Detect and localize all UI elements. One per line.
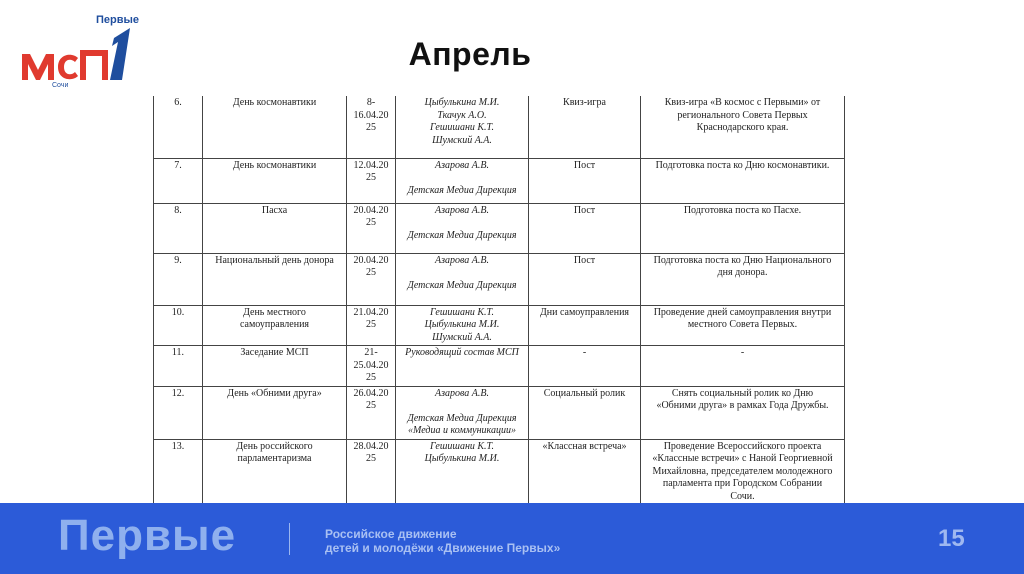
row-number — [154, 203, 203, 253]
event-name-line: День космонавтики — [232, 97, 317, 108]
event-description — [641, 96, 845, 158]
event-name-line: самоуправления — [239, 319, 310, 330]
responsible — [396, 253, 529, 305]
event-format — [529, 439, 641, 505]
responsible-line: Детская Медиа Дирекция — [407, 184, 517, 196]
event-name-line: День космонавтики — [232, 159, 317, 171]
event-description-line: Подготовка поста ко Дню космонавтики. — [655, 159, 830, 171]
responsible-line: Руководящий состав МСП — [405, 347, 519, 358]
event-format-line: Пост — [573, 159, 596, 171]
footer-subtitle — [325, 527, 560, 555]
responsible-line: Детская Медиа Дирекция — [407, 412, 517, 424]
event-name-line: День «Обними друга» — [227, 387, 322, 399]
event-description-line: Проведение дней самоуправления внутри — [653, 306, 832, 318]
event-date-line: 25 — [366, 172, 376, 183]
event-name-line: День местного — [243, 306, 306, 318]
footer-divider — [289, 523, 290, 555]
row-number-line: 7. — [174, 159, 182, 171]
event-date-line: 21- — [364, 347, 378, 358]
footer-subtitle-line-2: детей и молодёжи «Движение Первых» — [325, 541, 561, 555]
table-row — [154, 253, 845, 305]
responsible — [396, 439, 529, 505]
event-name — [203, 203, 347, 253]
table-row — [154, 305, 845, 346]
event-format-line: - — [582, 347, 587, 358]
event-description-line: Проведение Всероссийского проекта — [663, 440, 822, 452]
responsible-line: Азарова А.В. — [435, 159, 489, 171]
event-date-line: 25 — [366, 453, 376, 464]
event-description — [641, 439, 845, 505]
event-name — [203, 305, 347, 346]
row-number-line: 13. — [171, 440, 185, 452]
event-date-line: 12.04.20 — [353, 159, 389, 171]
event-description-line: «Обними друга» в рамках Года Дружбы. — [656, 400, 829, 411]
responsible — [396, 386, 529, 439]
responsible-line: Азарова А.В. — [435, 254, 489, 266]
responsible-line: Азарова А.В. — [435, 204, 489, 216]
event-date-line: 20.04.20 — [353, 204, 389, 216]
row-number — [154, 346, 203, 387]
event-description-line: дня донора. — [717, 267, 768, 278]
table-row — [154, 158, 845, 203]
event-description-line: местного Совета Первых. — [687, 319, 798, 330]
page-number: 15 — [938, 525, 965, 552]
event-format — [529, 346, 641, 387]
event-name — [203, 439, 347, 505]
table-row — [154, 386, 845, 439]
row-number — [154, 96, 203, 158]
responsible-line: Цыбулькина М.И. — [424, 97, 500, 108]
event-date — [347, 439, 396, 505]
responsible-line: Гешишани К.Т. — [430, 122, 494, 133]
event-description-line: Михайловна, председателем молодежного — [652, 465, 833, 477]
responsible-line: Шумский А.А. — [432, 134, 492, 146]
event-description — [641, 158, 845, 203]
responsible — [396, 96, 529, 158]
event-format — [529, 203, 641, 253]
responsible-line: Азарова А.В. — [435, 387, 489, 399]
event-name-line: Заседание МСП — [240, 347, 309, 358]
event-description-line: Снять социальный ролик ко Дню — [671, 387, 814, 399]
responsible-line: Гешишани К.Т. — [430, 440, 494, 452]
event-description — [641, 253, 845, 305]
event-format — [529, 158, 641, 203]
event-name-line: Пасха — [261, 204, 288, 216]
event-date-line: 21.04.20 — [353, 306, 389, 318]
row-number-line: 8. — [174, 204, 182, 216]
responsible-line: Цыбулькина М.И. — [424, 319, 500, 330]
event-description-line: Краснодарского края. — [696, 122, 789, 133]
event-date-line: 25.04.20 — [353, 359, 389, 371]
event-format-line: «Классная встреча» — [542, 440, 627, 452]
event-format-line: Социальный ролик — [543, 387, 626, 399]
event-description-line: Подготовка поста ко Пасхе. — [683, 204, 802, 216]
event-description-line: Сочи. — [730, 490, 755, 502]
responsible-line: Детская Медиа Дирекция — [407, 279, 517, 291]
row-number — [154, 158, 203, 203]
event-name — [203, 386, 347, 439]
responsible-line — [399, 172, 525, 185]
page-title: Апрель — [408, 36, 532, 72]
event-date-line: 20.04.20 — [353, 254, 389, 266]
event-date-line: 25 — [366, 267, 376, 278]
event-description-line: Подготовка поста ко Дню Национального — [653, 254, 832, 266]
event-name-line: Национальный день донора — [215, 254, 334, 266]
responsible-line — [399, 267, 525, 280]
event-description — [641, 346, 845, 387]
table-row — [154, 439, 845, 505]
event-date — [347, 305, 396, 346]
responsible — [396, 346, 529, 387]
event-description — [641, 386, 845, 439]
table-row — [154, 346, 845, 387]
row-number-line: 9. — [174, 254, 182, 266]
row-number — [154, 305, 203, 346]
event-description-line: - — [740, 347, 745, 358]
responsible — [396, 158, 529, 203]
responsible-line: Шумский А.А. — [432, 331, 492, 343]
event-date-line: 25 — [366, 372, 376, 383]
responsible-line: Цыбулькина М.И. — [424, 453, 500, 464]
event-format-line: Дни самоуправления — [539, 306, 630, 318]
event-date-line: 25 — [366, 319, 376, 330]
responsible — [396, 305, 529, 346]
event-date-line: 28.04.20 — [353, 440, 389, 452]
event-date-line: 25 — [366, 122, 376, 133]
event-description-line: парламента при Городском Собрании — [662, 478, 823, 489]
event-date-line: 16.04.20 — [353, 109, 389, 121]
event-date — [347, 158, 396, 203]
event-name — [203, 253, 347, 305]
event-date-line: 8- — [366, 97, 376, 108]
event-format-line: Квиз-игра — [563, 97, 606, 108]
event-date — [347, 346, 396, 387]
footer-brand: Первые — [58, 511, 237, 560]
row-number — [154, 439, 203, 505]
responsible-line: Гешишани К.Т. — [430, 306, 494, 318]
responsible-line: «Медиа и коммуникации» — [408, 425, 516, 436]
event-description — [641, 305, 845, 346]
footer-subtitle-line-1: Российское движение — [325, 527, 457, 541]
event-format-line: Пост — [573, 254, 596, 266]
row-number — [154, 253, 203, 305]
event-name — [203, 158, 347, 203]
responsible-line: Детская Медиа Дирекция — [407, 229, 517, 241]
table-row — [154, 203, 845, 253]
event-description — [641, 203, 845, 253]
events-table — [153, 96, 845, 505]
event-description-line: регионального Совета Первых — [677, 109, 808, 121]
responsible — [396, 203, 529, 253]
event-date — [347, 386, 396, 439]
event-format-line: Пост — [573, 204, 596, 216]
event-name-line: День российского — [236, 440, 313, 452]
event-name — [203, 346, 347, 387]
responsible-line: Ткачук А.О. — [437, 109, 487, 121]
event-name-line: парламентаризма — [237, 453, 312, 464]
event-description-line: Квиз-игра «В космос с Первыми» от — [664, 97, 821, 108]
row-number — [154, 386, 203, 439]
row-number-line: 12. — [171, 387, 185, 399]
event-date-line: 26.04.20 — [353, 387, 389, 399]
row-number-line: 10. — [171, 306, 185, 318]
row-number-line: 11. — [171, 347, 185, 358]
event-description-line: «Классные встречи» с Наной Георгиевной — [652, 453, 833, 464]
event-date — [347, 253, 396, 305]
logo-bottom-text: Сочи — [52, 82, 69, 89]
logo-top-text: Первые — [96, 14, 140, 26]
event-format — [529, 253, 641, 305]
event-format — [529, 96, 641, 158]
event-date — [347, 203, 396, 253]
event-format — [529, 386, 641, 439]
event-name — [203, 96, 347, 158]
footer-bar — [0, 503, 1024, 574]
responsible-line — [399, 400, 525, 413]
table-row — [154, 96, 845, 158]
event-date-line: 25 — [366, 217, 376, 228]
event-date-line: 25 — [366, 400, 376, 411]
row-number-line: 6. — [174, 97, 182, 108]
event-date — [347, 96, 396, 158]
responsible-line — [399, 217, 525, 230]
event-format — [529, 305, 641, 346]
